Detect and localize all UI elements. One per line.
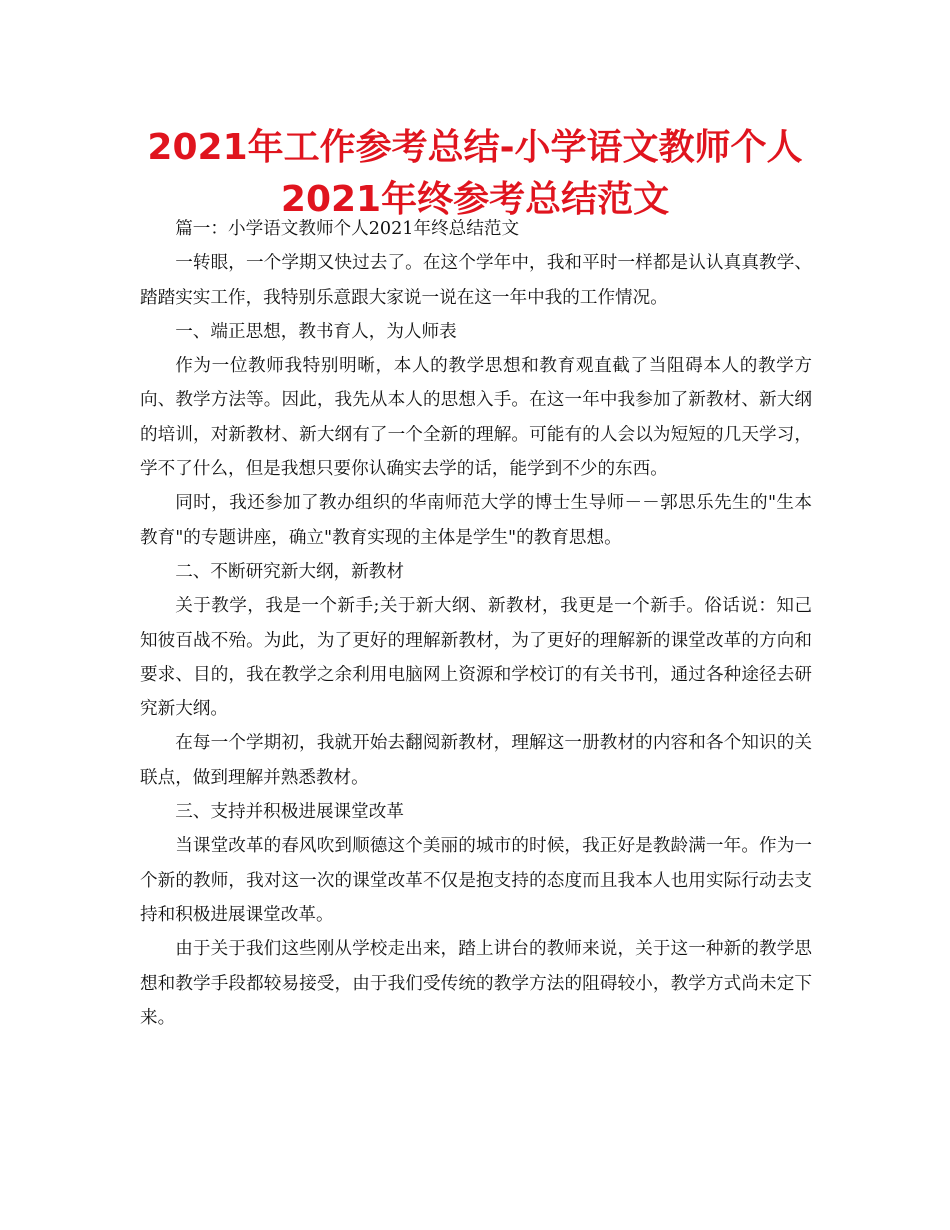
paragraph-section-1-a: 作为一位教师我特别明晰，本人的教学思想和教育观直截了当阻碍本人的教学方向、教学方法等。因此，我先从本人的思想入手。在这一年中我参加了新教材、新大纲的培训，对新教材、新大纲有了一个全新的理解。可能有的人会以为短短的几天学习，学不了什么，但是我想只要你认确实去学的话，能学到不少的东西。 (140, 356, 812, 480)
paragraph-section-label: 篇一：小学语文教师个人2021年终总结范文 (175, 219, 520, 239)
paragraph-section-3-b: 由于关于我们这些刚从学校走出来，踏上讲台的教师来说，关于这一种新的教学思想和教学手段都较易接受，由于我们受传统的教学方法的阻碍较小，教学方式尚未定下来。 (140, 939, 812, 1028)
paragraph-section-2-b: 在每一个学期初，我就开始去翻阅新教材，理解这一册教材的内容和各个知识的关联点，做到理解并熟悉教材。 (140, 733, 812, 788)
paragraph-section-3-a: 当课堂改革的春风吹到顺德这个美丽的城市的时候，我正好是教龄满一年。作为一个新的教师，我对这一次的课堂改革不仅是抱支持的态度而且我本人也用实际行动去支持和积极进展课堂改革。 (140, 836, 812, 925)
heading-section-1: 一、端正思想，教书育人，为人师表 (175, 321, 457, 342)
document-title: 2021年工作参考总结-小学语文教师个人2021年终参考总结范文 (147, 127, 803, 220)
paragraph-intro: 一转眼，一个学期又快过去了。在这个学年中，我和平时一样都是认认真真教学、踏踏实实工作，我特别乐意跟大家说一说在这一年中我的工作情况。 (140, 253, 812, 308)
paragraph-section-2-a: 关于教学，我是一个新手;关于新大纲、新教材，我更是一个新手。俗话说：知己知彼百战不殆。为此，为了更好的理解新教材，为了更好的理解新的课堂改革的方向和要求、目的，我在教学之余利用电脑网上资源和学校订的有关书刊，通过各种途径去研究新大纲。 (140, 596, 812, 720)
document-body (140, 212, 812, 1035)
heading-section-3: 三、支持并积极进展课堂改革 (175, 802, 404, 823)
heading-section-2: 二、不断研究新大纲，新教材 (175, 561, 404, 582)
paragraph-section-1-b: 同时，我还参加了教办组织的华南师范大学的博士生导师－－郭思乐先生的"生本教育"的专题讲座，确立"教育实现的主体是学生"的教育思想。 (140, 493, 812, 548)
